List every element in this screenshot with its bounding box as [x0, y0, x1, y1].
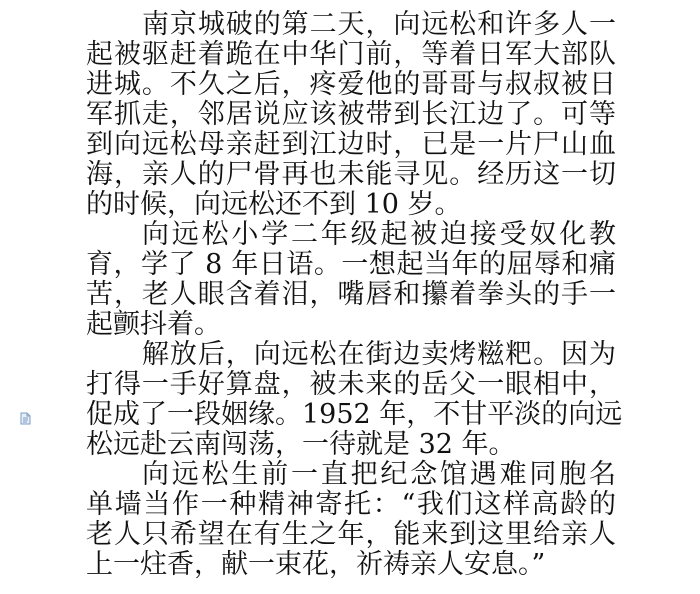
paragraph-anchor-icon[interactable] — [20, 412, 32, 425]
paragraph-1-line-1: 南京城破的第二天，向远松和许多人一 — [142, 9, 616, 40]
paragraph-2-line-2: 育，学了 8 年日语。一想起当年的屈辱和痛 — [86, 249, 616, 280]
paragraph-3-line-3: 促成了一段姻缘。1952 年，不甘平淡的向远 — [86, 399, 623, 430]
paragraph-1-line-6: 海，亲人的尸骨再也未能寻见。经历这一切 — [86, 159, 616, 190]
paragraph-3-line-4: 松远赴云南闯荡，一待就是 32 年。 — [86, 429, 516, 460]
paragraph-1-line-2: 起被驱赶着跪在中华门前，等着日军大部队 — [86, 39, 616, 70]
paragraph-4-line-3: 老人只希望在有生之年，能来到这里给亲人 — [86, 519, 616, 550]
paragraph-3-line-2: 打得一手好算盘，被未来的岳父一眼相中， — [86, 369, 616, 400]
paragraph-4-line-4: 上一炷香，献一束花，祈祷亲人安息。” — [86, 549, 546, 580]
paragraph-2-line-1: 向远松小学二年级起被迫接受奴化教 — [142, 219, 616, 250]
paragraph-1-line-4: 军抓走，邻居说应该被带到长江边了。可等 — [86, 99, 616, 130]
paragraph-1-line-7: 的时候，向远松还不到 10 岁。 — [86, 189, 462, 220]
paragraph-1-line-3: 进城。不久之后，疼爱他的哥哥与叔叔被日 — [86, 69, 616, 100]
paragraph-1-line-5: 到向远松母亲赶到江边时，已是一片尸山血 — [86, 129, 616, 160]
paragraph-4-line-2: 单墙当作一种精神寄托：“我们这样高龄的 — [86, 489, 616, 520]
paragraph-3-line-1: 解放后，向远松在街边卖烤糍粑。因为 — [142, 339, 616, 370]
paragraph-2-line-4: 起颤抖着。 — [86, 309, 221, 340]
paragraph-2-line-3: 苦，老人眼含着泪，嘴唇和攥着拳头的手一 — [86, 279, 616, 310]
paragraph-4-line-1: 向远松生前一直把纪念馆遇难同胞名 — [142, 459, 616, 490]
